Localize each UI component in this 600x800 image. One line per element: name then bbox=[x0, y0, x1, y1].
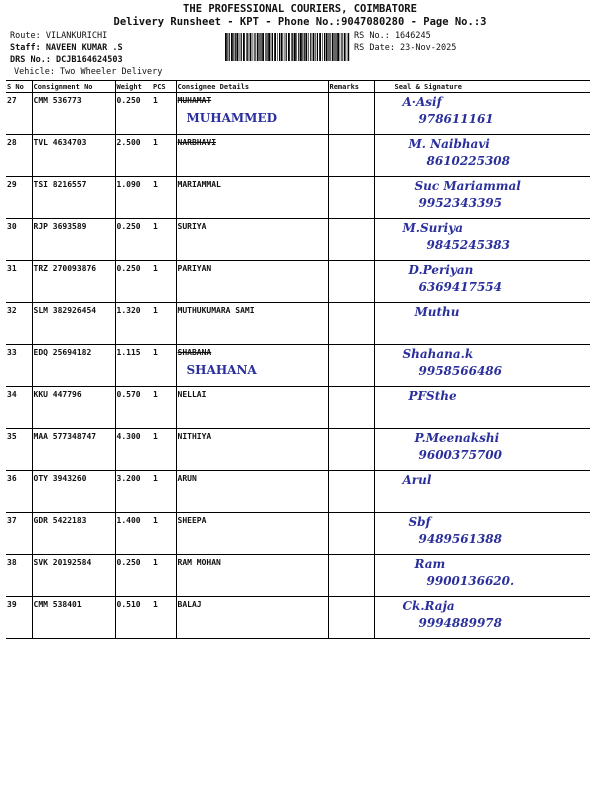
row-weight bbox=[115, 135, 152, 177]
row-pcs bbox=[152, 513, 176, 555]
row-pcs-text: 1 bbox=[153, 432, 158, 441]
row-weight-text: 0.250 bbox=[116, 264, 141, 273]
row-sno-text: 32 bbox=[7, 306, 17, 315]
handwritten-signature: PFSthe bbox=[408, 389, 457, 403]
row-pcs bbox=[152, 135, 176, 177]
row-sno-text: 35 bbox=[7, 432, 17, 441]
table-row bbox=[6, 93, 590, 135]
handwritten-phone: 9900136620. bbox=[426, 574, 515, 588]
row-pcs bbox=[152, 597, 176, 639]
row-sno bbox=[6, 345, 32, 387]
row-remarks bbox=[328, 135, 374, 177]
row-weight-text: 0.250 bbox=[116, 96, 141, 105]
row-sno-text: 27 bbox=[7, 96, 17, 105]
staff-label: Staff: NAVEEN KUMAR .S bbox=[10, 43, 123, 53]
row-consignee-name-text: BALAJ bbox=[177, 600, 202, 609]
row-consignee-name bbox=[176, 261, 328, 303]
row-weight bbox=[115, 93, 152, 135]
table-row bbox=[6, 597, 590, 639]
row-consignee-name-text: SHEEPA bbox=[177, 516, 207, 525]
row-weight bbox=[115, 429, 152, 471]
row-pcs bbox=[152, 93, 176, 135]
row-seal-signature bbox=[374, 93, 590, 135]
row-weight bbox=[115, 513, 152, 555]
row-pcs-text: 1 bbox=[153, 96, 158, 105]
row-pcs-text: 1 bbox=[153, 138, 158, 147]
row-consignment-no bbox=[32, 387, 115, 429]
row-consignee-name-text: RAM MOHAN bbox=[177, 558, 221, 567]
row-sno-text: 34 bbox=[7, 390, 17, 399]
table-row bbox=[6, 135, 590, 177]
row-sno bbox=[6, 177, 32, 219]
row-sno-text: 39 bbox=[7, 600, 17, 609]
row-sno bbox=[6, 93, 32, 135]
row-consignment-no bbox=[32, 597, 115, 639]
row-weight-text: 0.510 bbox=[116, 600, 141, 609]
row-weight bbox=[115, 555, 152, 597]
row-seal-signature bbox=[374, 555, 590, 597]
row-remarks bbox=[328, 177, 374, 219]
row-weight-text: 0.250 bbox=[116, 222, 141, 231]
row-consignment-no-text: RJP 3693589 bbox=[33, 222, 87, 231]
runsheet-table bbox=[6, 80, 590, 639]
row-consignee-name-text: SHABANA bbox=[177, 348, 212, 357]
handwritten-signature: M.Suriya bbox=[402, 221, 463, 235]
row-pcs-text: 1 bbox=[153, 348, 158, 357]
col-pcs: PCS bbox=[152, 81, 176, 93]
rs-date: RS Date: 23-Nov-2025 bbox=[354, 43, 457, 53]
row-consignment-no-text: MAA 577348747 bbox=[33, 432, 97, 441]
row-consignment-no-text: TSI 8216557 bbox=[33, 180, 87, 189]
row-consignment-no bbox=[32, 177, 115, 219]
route-label: Route: VILANKURICHI bbox=[10, 31, 108, 41]
row-consignment-no-text: CMM 538401 bbox=[33, 600, 82, 609]
handwritten-phone: 978611161 bbox=[418, 112, 494, 126]
handwritten-phone: 9952343395 bbox=[418, 196, 502, 210]
handwritten-phone: 9489561388 bbox=[418, 532, 502, 546]
row-weight bbox=[115, 261, 152, 303]
row-consignee-name-text: SURIYA bbox=[177, 222, 207, 231]
handwritten-phone: 9958566486 bbox=[418, 364, 502, 378]
row-seal-signature bbox=[374, 471, 590, 513]
handwritten-signature: Arul bbox=[402, 473, 432, 487]
row-weight bbox=[115, 303, 152, 345]
row-pcs-text: 1 bbox=[153, 264, 158, 273]
row-consignment-no bbox=[32, 93, 115, 135]
row-pcs bbox=[152, 387, 176, 429]
row-consignee-name-text: PARIYAN bbox=[177, 264, 212, 273]
row-pcs-text: 1 bbox=[153, 516, 158, 525]
row-consignment-no bbox=[32, 303, 115, 345]
row-sno bbox=[6, 261, 32, 303]
table-row bbox=[6, 513, 590, 555]
row-weight bbox=[115, 471, 152, 513]
row-sno-text: 29 bbox=[7, 180, 17, 189]
row-sno-text: 33 bbox=[7, 348, 17, 357]
row-weight-text: 3.200 bbox=[116, 474, 141, 483]
row-seal-signature bbox=[374, 387, 590, 429]
row-consignee-name-text: MUTHUKUMARA SAMI bbox=[177, 306, 255, 315]
row-sno-text: 28 bbox=[7, 138, 17, 147]
col-consignee: Consignee Details bbox=[176, 81, 328, 93]
handwritten-signature: A·Asif bbox=[402, 95, 442, 109]
row-weight bbox=[115, 177, 152, 219]
col-consignment: Consignment No bbox=[32, 81, 115, 93]
row-sno-text: 31 bbox=[7, 264, 17, 273]
company-title: THE PROFESSIONAL COURIERS, COIMBATORE bbox=[183, 3, 417, 15]
row-remarks bbox=[328, 219, 374, 261]
row-weight bbox=[115, 597, 152, 639]
row-sno-text: 37 bbox=[7, 516, 17, 525]
row-sno-text: 36 bbox=[7, 474, 17, 483]
row-consignee-name-text: NARBHAVI bbox=[177, 138, 217, 147]
row-sno bbox=[6, 597, 32, 639]
handwritten-phone: 8610225308 bbox=[426, 154, 510, 168]
table-row bbox=[6, 555, 590, 597]
row-weight-text: 4.300 bbox=[116, 432, 141, 441]
row-consignee-name bbox=[176, 429, 328, 471]
row-sno bbox=[6, 135, 32, 177]
handwritten-signature: P.Meenakshi bbox=[414, 431, 500, 445]
row-remarks bbox=[328, 387, 374, 429]
row-consignment-no-text: CMM 536773 bbox=[33, 96, 82, 105]
row-sno bbox=[6, 303, 32, 345]
row-remarks bbox=[328, 513, 374, 555]
handwritten-name: MUHAMMED bbox=[186, 111, 278, 125]
handwritten-signature: Ram bbox=[414, 557, 446, 571]
row-consignee-name bbox=[176, 387, 328, 429]
table-row bbox=[6, 177, 590, 219]
table-row bbox=[6, 345, 590, 387]
row-remarks bbox=[328, 597, 374, 639]
handwritten-phone: 9845245383 bbox=[426, 238, 510, 252]
row-consignment-no bbox=[32, 261, 115, 303]
handwritten-signature: Suc Mariammal bbox=[414, 179, 521, 193]
row-pcs-text: 1 bbox=[153, 474, 158, 483]
row-weight-text: 0.250 bbox=[116, 558, 141, 567]
row-pcs bbox=[152, 303, 176, 345]
row-seal-signature bbox=[374, 345, 590, 387]
row-weight-text: 1.090 bbox=[116, 180, 141, 189]
row-consignment-no-text: EDQ 25694182 bbox=[33, 348, 92, 357]
row-sno-text: 30 bbox=[7, 222, 17, 231]
handwritten-signature: D.Periyan bbox=[408, 263, 474, 277]
row-sno bbox=[6, 387, 32, 429]
row-consignment-no bbox=[32, 471, 115, 513]
row-consignee-name bbox=[176, 345, 328, 387]
row-consignee-name-text: MARIAMMAL bbox=[177, 180, 221, 189]
table-row bbox=[6, 471, 590, 513]
row-consignee-name-text: ARUN bbox=[177, 474, 197, 483]
row-sno bbox=[6, 513, 32, 555]
row-pcs-text: 1 bbox=[153, 306, 158, 315]
row-seal-signature bbox=[374, 597, 590, 639]
row-remarks bbox=[328, 261, 374, 303]
row-pcs bbox=[152, 177, 176, 219]
handwritten-signature: Sbf bbox=[408, 515, 431, 529]
handwritten-signature: Ck.Raja bbox=[402, 599, 455, 613]
row-seal-signature bbox=[374, 135, 590, 177]
barcode-image bbox=[225, 33, 350, 61]
table-row bbox=[6, 387, 590, 429]
row-remarks bbox=[328, 429, 374, 471]
row-sno bbox=[6, 555, 32, 597]
handwritten-signature: M. Naibhavi bbox=[408, 137, 490, 151]
row-seal-signature bbox=[374, 177, 590, 219]
table-row bbox=[6, 219, 590, 261]
row-consignment-no-text: GDR 5422183 bbox=[33, 516, 87, 525]
row-consignment-no bbox=[32, 219, 115, 261]
table-row bbox=[6, 429, 590, 471]
drs-label: DRS No.: DCJB164624503 bbox=[10, 55, 123, 65]
row-pcs bbox=[152, 555, 176, 597]
row-pcs-text: 1 bbox=[153, 558, 158, 567]
row-remarks bbox=[328, 555, 374, 597]
row-consignment-no-text: SVK 20192584 bbox=[33, 558, 92, 567]
row-remarks bbox=[328, 345, 374, 387]
row-consignee-name bbox=[176, 513, 328, 555]
table-row bbox=[6, 261, 590, 303]
row-consignee-name bbox=[176, 177, 328, 219]
row-weight-text: 2.500 bbox=[116, 138, 141, 147]
vehicle-label: Vehicle: Two Wheeler Delivery bbox=[14, 67, 163, 77]
col-weight: Weight bbox=[115, 81, 152, 93]
row-consignment-no bbox=[32, 135, 115, 177]
row-consignee-name-text: MUHAMAT bbox=[177, 96, 212, 105]
table-header-row bbox=[6, 81, 590, 93]
row-weight-text: 1.115 bbox=[116, 348, 141, 357]
runsheet-subtitle: Delivery Runsheet - KPT - Phone No.:9047080280 - Page No.:3 bbox=[113, 16, 487, 28]
row-seal-signature bbox=[374, 261, 590, 303]
row-pcs-text: 1 bbox=[153, 390, 158, 399]
row-seal-signature bbox=[374, 513, 590, 555]
row-sno bbox=[6, 429, 32, 471]
row-pcs-text: 1 bbox=[153, 600, 158, 609]
row-pcs-text: 1 bbox=[153, 180, 158, 189]
row-pcs-text: 1 bbox=[153, 222, 158, 231]
row-sno-text: 38 bbox=[7, 558, 17, 567]
handwritten-phone: 9600375700 bbox=[418, 448, 502, 462]
row-consignee-name bbox=[176, 555, 328, 597]
col-remarks: Remarks bbox=[328, 81, 374, 93]
row-weight bbox=[115, 345, 152, 387]
row-consignment-no bbox=[32, 513, 115, 555]
rs-number: RS No.: 1646245 bbox=[354, 31, 431, 41]
row-consignment-no bbox=[32, 345, 115, 387]
row-weight bbox=[115, 387, 152, 429]
row-consignment-no-text: SLM 382926454 bbox=[33, 306, 97, 315]
row-consignee-name-text: NELLAI bbox=[177, 390, 207, 399]
row-consignee-name bbox=[176, 303, 328, 345]
row-remarks bbox=[328, 93, 374, 135]
handwritten-signature: Shahana.k bbox=[402, 347, 474, 361]
row-pcs bbox=[152, 429, 176, 471]
row-sno bbox=[6, 471, 32, 513]
row-pcs bbox=[152, 345, 176, 387]
handwritten-phone: 6369417554 bbox=[418, 280, 502, 294]
row-consignment-no-text: OTY 3943260 bbox=[33, 474, 87, 483]
handwritten-phone: 9994889978 bbox=[418, 616, 502, 630]
row-weight bbox=[115, 219, 152, 261]
row-consignment-no-text: TRZ 270093876 bbox=[33, 264, 97, 273]
row-sno bbox=[6, 219, 32, 261]
row-pcs bbox=[152, 261, 176, 303]
row-consignment-no-text: KKU 447796 bbox=[33, 390, 82, 399]
row-remarks bbox=[328, 303, 374, 345]
row-weight-text: 1.320 bbox=[116, 306, 141, 315]
row-pcs bbox=[152, 219, 176, 261]
row-consignee-name bbox=[176, 93, 328, 135]
row-seal-signature bbox=[374, 429, 590, 471]
handwritten-name: SHAHANA bbox=[186, 363, 257, 377]
row-seal-signature bbox=[374, 219, 590, 261]
table-row bbox=[6, 303, 590, 345]
row-consignee-name bbox=[176, 219, 328, 261]
row-consignment-no bbox=[32, 555, 115, 597]
row-pcs bbox=[152, 471, 176, 513]
row-consignee-name bbox=[176, 471, 328, 513]
col-seal: Seal & Signature bbox=[374, 81, 590, 93]
row-consignee-name-text: NITHIYA bbox=[177, 432, 212, 441]
row-weight-text: 0.570 bbox=[116, 390, 141, 399]
row-consignment-no-text: TVL 4634703 bbox=[33, 138, 87, 147]
row-seal-signature bbox=[374, 303, 590, 345]
row-consignee-name bbox=[176, 597, 328, 639]
row-weight-text: 1.400 bbox=[116, 516, 141, 525]
col-sno: S No bbox=[6, 81, 32, 93]
handwritten-signature: Muthu bbox=[414, 305, 460, 319]
row-consignment-no bbox=[32, 429, 115, 471]
row-consignee-name bbox=[176, 135, 328, 177]
row-remarks bbox=[328, 471, 374, 513]
